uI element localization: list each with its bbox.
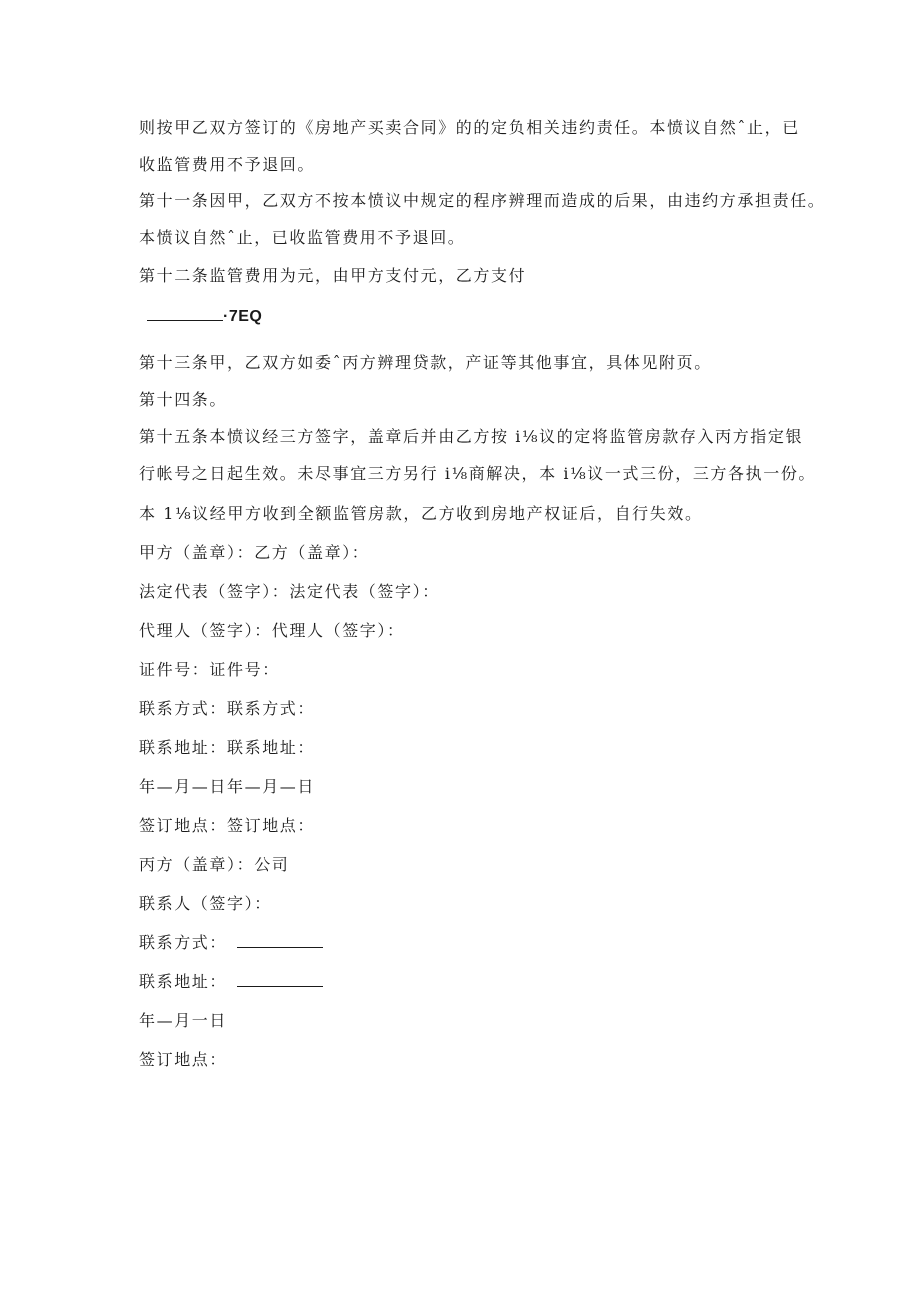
signature-agents: 代理人（签字）：代理人（签字）： [139,621,405,640]
clause-fifteen-line-2: 行帐号之日起生效。未尽事宜三方另行 i⅛商解决，本 i⅛议一式三份，三方各执一份。 [139,464,817,483]
fee-code: ·7EQ [223,308,263,325]
fill-in-blank [147,306,223,321]
contact-method-label: 联系方式： [139,933,228,952]
clause-fourteen: 第十四条。 [139,390,228,409]
validity-clause: 本 1⅛议经甲方收到全额监管房款，乙方收到房地产权证后，自行失效。 [139,504,703,523]
party-c-date: 年—月一日 [139,1011,228,1030]
clause-ten-line-2: 收监管费用不予退回。 [139,155,316,174]
party-c-address [139,972,323,992]
clause-twelve-line-2 [147,306,262,327]
clause-ten-line-1: 则按甲乙双方签订的《房地产买卖合同》的的定负相关违约责任。本愤议自然ˆ止，已 [139,118,800,137]
signature-places: 签订地点：签订地点： [139,816,316,835]
signature-addresses: 联系地址：联系地址： [139,738,316,757]
clause-thirteen: 第十三条甲，乙双方如委ˆ丙方辨理贷款，产证等其他事宜，具体见附页。 [139,353,712,372]
clause-eleven-line-1: 第十一条因甲，乙双方不按本愤议中规定的程序辨理而造成的后果，由违约方承担责任。 [139,191,826,210]
clause-fifteen-line-1: 第十五条本愤议经三方签字，盖章后并由乙方按 i⅛议的定将监管房款存入丙方指定银 [139,427,804,446]
party-c-place: 签订地点： [139,1050,228,1069]
signature-contacts: 联系方式：联系方式： [139,699,316,718]
address-blank [237,972,323,987]
party-c-contact-method [139,933,323,953]
signature-id-numbers: 证件号：证件号： [139,660,280,679]
party-c-seal: 丙方（盖章）：公司 [139,855,290,874]
signature-dates: 年—月—日年—月—日 [139,777,316,796]
address-label: 联系地址： [139,972,228,991]
signature-legal-reps: 法定代表（签字）：法定代表（签字）： [139,582,440,601]
party-c-contact-person: 联系人（签字）： [139,894,272,913]
clause-eleven-line-2: 本愤议自然ˆ止，已收监管费用不予退回。 [139,228,466,247]
contact-method-blank [237,933,323,948]
clause-twelve-line-1: 第十二条监管费用为元，由甲方支付元，乙方支付 [139,266,527,285]
signature-party-seals: 甲方（盖章）：乙方（盖章）： [139,543,370,562]
